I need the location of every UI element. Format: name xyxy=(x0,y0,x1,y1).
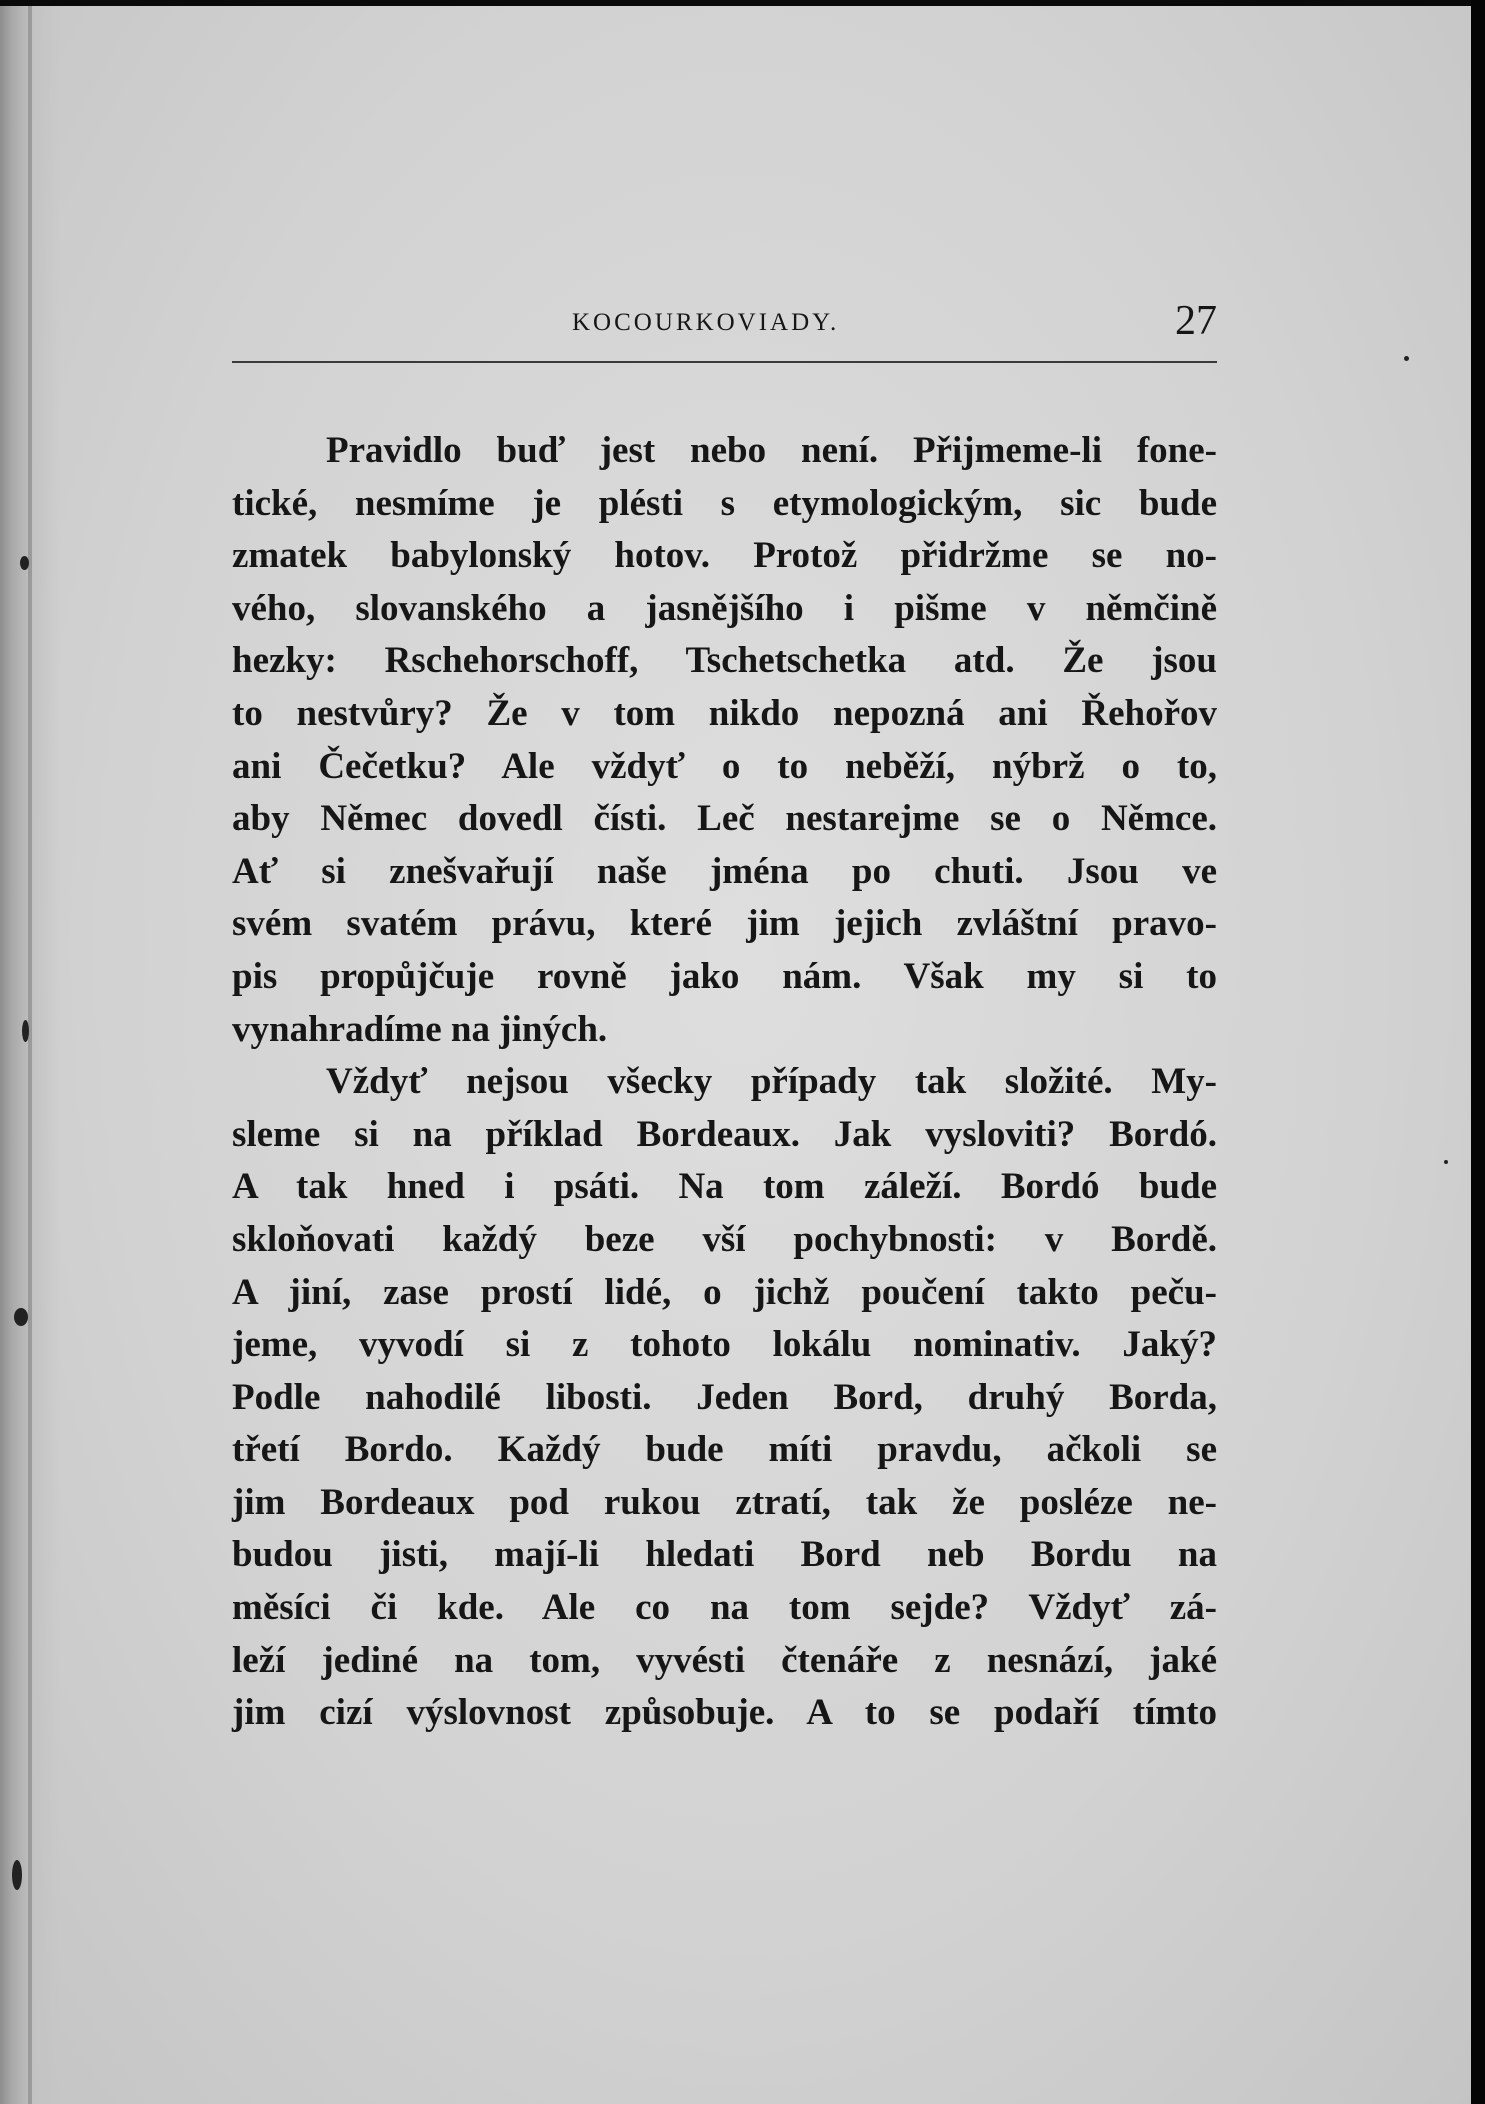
text-line: jim Bordeaux pod rukou ztratí, tak že posléze ne- xyxy=(232,1481,1217,1523)
text-line: vého, slovanského a jasnějšího i pišme v němčině xyxy=(232,587,1217,629)
text-line: měsíci či kde. Ale co na tom sejde? Vždyť zá- xyxy=(232,1587,1217,1629)
text-line: Podle nahodilé libosti. Jeden Bord, druhý Borda, xyxy=(232,1376,1217,1418)
text-line: A jiní, zase prostí lidé, o jichž poučení takto peču- xyxy=(232,1271,1217,1313)
text-line: zmatek babylonský hotov. Protož přidržme se no- xyxy=(232,535,1217,577)
text-line: Ať si znešvařují naše jména po chuti. Jsou ve xyxy=(232,850,1217,892)
scan-speck xyxy=(12,1860,22,1890)
text-line: aby Němec dovedl čísti. Leč nestarejme se o Němce. xyxy=(232,798,1217,840)
running-header xyxy=(232,298,1217,349)
scan-speck xyxy=(20,556,29,570)
text-line: Vždyť nejsou všecky případy tak složité. My- xyxy=(326,1061,1217,1103)
text-line: třetí Bordo. Každý bude míti pravdu, ačkoli se xyxy=(232,1429,1217,1471)
text-line: budou jisti, mají-li hledati Bord neb Bordu na xyxy=(232,1534,1217,1576)
text-line: ani Čečetku? Ale vždyť o to neběží, nýbrž o to, xyxy=(232,745,1217,787)
scan-border-right xyxy=(1471,0,1485,2104)
text-line: vynahradíme na jiných. xyxy=(232,1008,608,1050)
text-line: svém svatém právu, které jim jejich zvláštní pravo- xyxy=(232,903,1217,945)
header-rule xyxy=(232,361,1217,363)
text-line: tické, nesmíme je plésti s etymologickým, sic bude xyxy=(232,482,1217,524)
text-line: to nestvůry? Že v tom nikdo nepozná ani Řehořov xyxy=(232,692,1217,734)
text-line: A tak hned i psáti. Na tom záleží. Bordó bude xyxy=(232,1166,1217,1208)
scan-speck xyxy=(1444,1160,1448,1164)
page-number: 27 xyxy=(1175,298,1217,344)
page-binding-edge xyxy=(28,0,32,2104)
text-line: skloňovati každý beze vší pochybnosti: v Bordě. xyxy=(232,1218,1217,1260)
text-line: Pravidlo buď jest nebo není. Přijmeme-li fone- xyxy=(326,430,1217,471)
scan-speck xyxy=(1404,356,1409,361)
text-line: pis propůjčuje rovně jako nám. Však my si to xyxy=(232,955,1217,997)
scan-speck xyxy=(22,1020,29,1042)
text-line: jeme, vyvodí si z tohoto lokálu nominativ. Jaký? xyxy=(232,1324,1217,1366)
text-line: sleme si na příklad Bordeaux. Jak vysloviti? Bordó. xyxy=(232,1113,1217,1155)
scan-speck xyxy=(14,1308,28,1326)
text-line: jim cizí výslovnost způsobuje. A to se podaří tímto xyxy=(232,1692,1217,1734)
text-line: hezky: Rschehorschoff, Tschetschetka atd. Že jsou xyxy=(232,640,1217,682)
scan-border-top xyxy=(0,0,1485,6)
text-line: leží jediné na tom, vyvésti čtenáře z nesnází, jaké xyxy=(232,1639,1217,1681)
body-text xyxy=(232,425,1217,1740)
running-title: KOCOURKOVIADY. xyxy=(572,309,840,336)
